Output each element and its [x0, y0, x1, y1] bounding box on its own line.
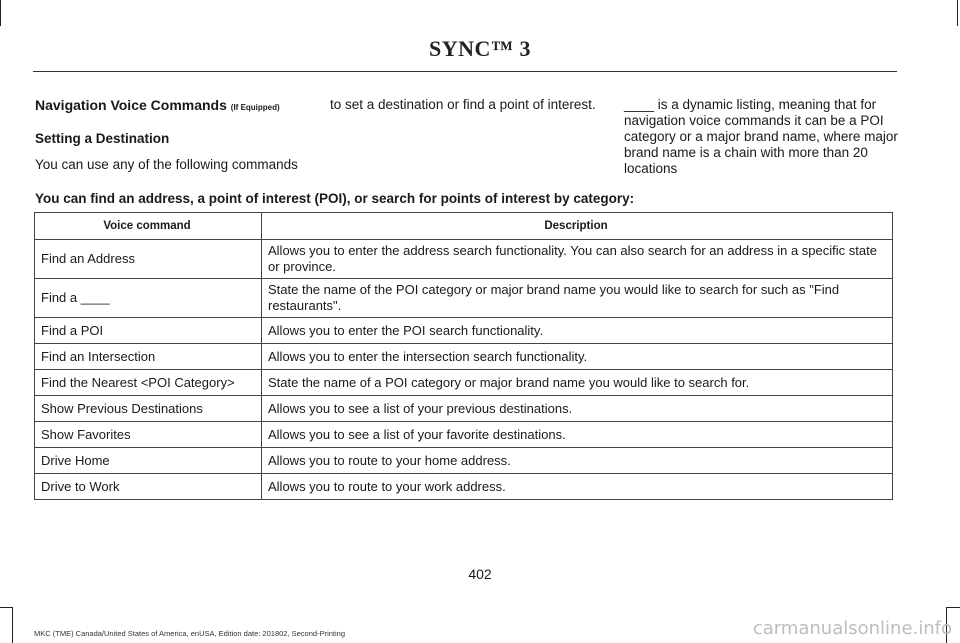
table-row	[35, 448, 893, 474]
voice-command-table	[34, 212, 893, 500]
description-cell: Allows you to route to your work address.	[262, 474, 893, 500]
description-cell: State the name of a POI category or major brand name you would like to search for.	[262, 370, 893, 396]
table-row	[35, 318, 893, 344]
subheading-setting-destination: Setting a Destination	[35, 131, 170, 146]
crop-mark-bottom-left-horizontal	[0, 607, 12, 608]
table-row	[35, 344, 893, 370]
description-cell: Allows you to enter the intersection search functionality.	[262, 344, 893, 370]
header-description: Description	[262, 213, 893, 240]
command-cell: Find an Address	[35, 240, 262, 279]
crop-mark-top-left-vertical	[0, 0, 1, 26]
page-header-title: SYNC™ 3	[429, 36, 531, 61]
table-row	[35, 396, 893, 422]
column-left	[35, 97, 310, 173]
section-title-suffix: (If Equipped)	[230, 103, 280, 112]
command-cell: Drive Home	[35, 448, 262, 474]
command-cell: Find the Nearest <POI Category>	[35, 370, 262, 396]
description-cell: Allows you to see a list of your favorite destinations.	[262, 422, 893, 448]
page-number: 402	[468, 566, 492, 582]
column-middle	[330, 97, 605, 113]
table-row	[35, 240, 893, 279]
table-row	[35, 474, 893, 500]
command-cell: Find a POI	[35, 318, 262, 344]
crop-mark-bottom-left-vertical	[12, 607, 13, 643]
paragraph-commands-intro: You can use any of the following commands	[35, 157, 298, 172]
command-cell: Show Previous Destinations	[35, 396, 262, 422]
paragraph-dynamic-listing: ____ is a dynamic listing, meaning that for navigation voice commands it can be a POI category or a major brand name, where major brand name is a chain with more than 20 locations	[624, 97, 898, 176]
footer-edition-info: MKC (TME) Canada/United States of America, enUSA, Edition date: 201802, Second-Printing	[34, 629, 345, 638]
description-cell: Allows you to enter the POI search functionality.	[262, 318, 893, 344]
command-cell: Find a ____	[35, 279, 262, 318]
command-cell: Find an Intersection	[35, 344, 262, 370]
column-right	[624, 97, 898, 177]
watermark: carmanualsonline.info	[752, 618, 952, 639]
header-voice-command: Voice command	[35, 213, 262, 240]
table-intro: You can find an address, a point of interest (POI), or search for points of interest by category:	[35, 191, 635, 206]
table-row	[35, 422, 893, 448]
description-cell: Allows you to route to your home address.	[262, 448, 893, 474]
paragraph-commands-continued: to set a destination or find a point of interest.	[330, 97, 596, 112]
section-title	[35, 97, 310, 116]
table-row	[35, 279, 893, 318]
description-cell: Allows you to see a list of your previous destinations.	[262, 396, 893, 422]
description-cell: Allows you to enter the address search functionality. You can also search for an address in a specific state or province.	[262, 240, 893, 279]
table-row	[35, 370, 893, 396]
table-header-row	[35, 213, 893, 240]
section-title-text: Navigation Voice Commands	[35, 97, 227, 113]
command-cell: Show Favorites	[35, 422, 262, 448]
description-cell: State the name of the POI category or major brand name you would like to search for such as "Find restaurants".	[262, 279, 893, 318]
command-cell: Drive to Work	[35, 474, 262, 500]
crop-mark-bottom-right-horizontal	[946, 607, 960, 608]
crop-mark-top-right-vertical	[957, 0, 958, 26]
header-divider	[33, 71, 897, 72]
